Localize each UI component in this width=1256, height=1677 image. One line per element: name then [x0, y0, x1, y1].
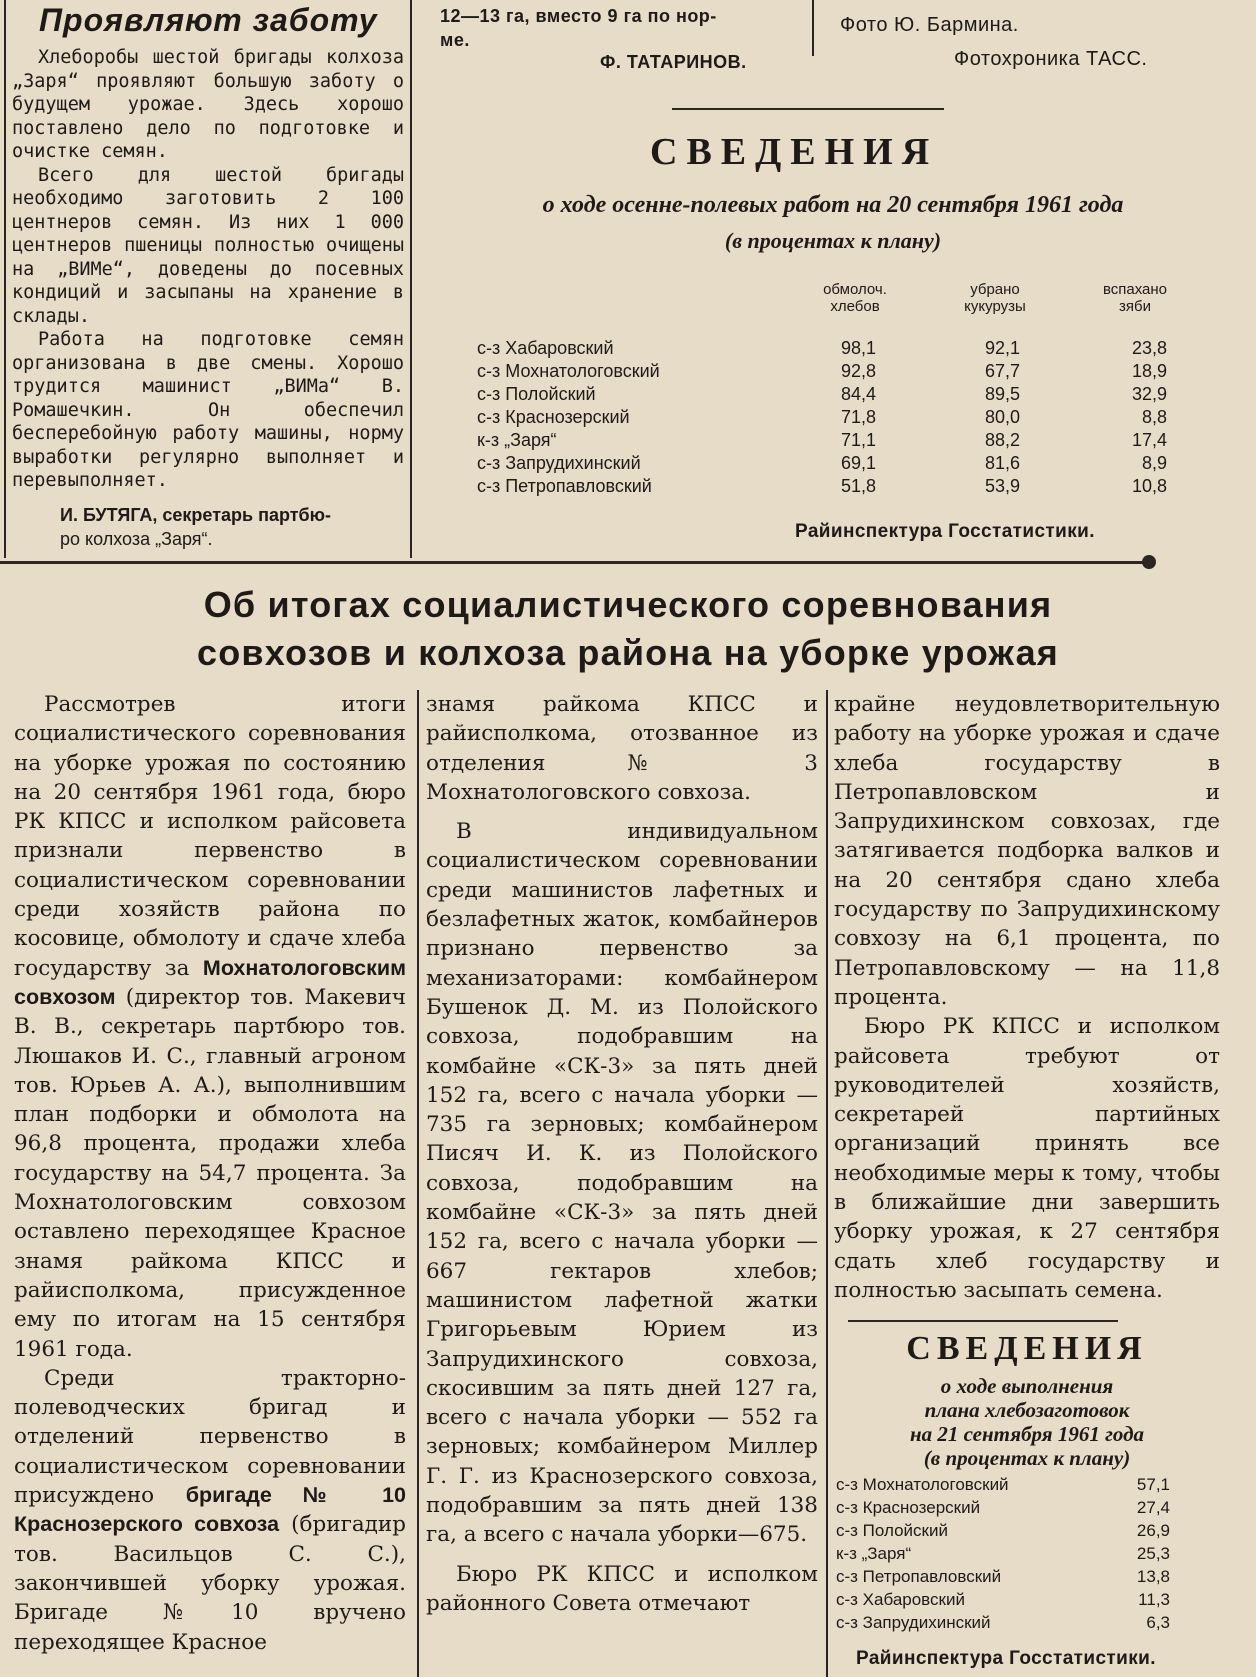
- farm-name: с-з Запрудихинский: [836, 1613, 991, 1632]
- divider: [0, 561, 1152, 564]
- article-headline: совхозов и колхоза района на уборке урожая: [196, 632, 1060, 673]
- table-row: с-з Краснозерский 71,8 80,0 8,8: [477, 407, 1167, 427]
- article-headline: Об итогах социалистического соревнования: [203, 584, 1053, 625]
- note-paragraph: Всего для шестой бригады необходимо заготовить 2 100 центнеров семян. Из них 1 000 центнеров пшеницы полностью очищены на „ВИМе“, доведены до посевных кондиций и засыпаны на хранение в склады.: [12, 164, 404, 327]
- article-paragraph: знамя райкома КПСС и райисполкома, отозванное из отделения № 3 Мохнатологовского совхоза.: [426, 692, 818, 805]
- report2-subtitle: плана хлебозаготовок: [924, 1398, 1130, 1422]
- farm-name: с-з Полойский: [477, 384, 596, 404]
- note-title: Проявляют заботу: [39, 2, 378, 38]
- divider: [848, 1320, 1118, 1322]
- table-row: с-з Хабаровский 98,1 92,1 23,8: [477, 338, 1167, 358]
- note-paragraph: Работа на подготовке семян организована в две смены. Хорошо трудится машинист „ВИМа“ В. Ромашечкин. Он обеспечил бесперебойную работу машины, норму выработки регулярно выполняет и перевыполняет.: [12, 329, 404, 491]
- divider: [672, 108, 944, 110]
- table-row: с-з Полойский 84,4 89,5 32,9: [477, 384, 1167, 404]
- farm-name: с-з Мохнатологовский: [836, 1475, 1009, 1494]
- farm-name: с-з Мохнатологовский: [477, 361, 660, 381]
- column-header: вспахано зяби: [1102, 281, 1168, 315]
- article-paragraph: В индивидуальном социалистическом соревновании среди машинистов лафетных и безлафетных жаток, комбайнеров признано первенство за механизаторами: комбайнером Бушенок Д. М. из Полойского совхоза, подобравшим на комбайне «СК-3» за пять дней 152 га, всего с начала уборки — 735 га зерновых; комбайнером Писяч И. К. из Полойского совхоза, подобравшим на комбайне «СК-3» за пять дней 152 га, всего с начала уборки — 667 гектаров хлебов; машинистом лафетной жатки Григорьевым Юрием из Запрудихинского совхоза, скосившим за пять дней 127 га, всего с начала уборки — 552 га зерновых; комбайнером Миллер Г. Г. из Краснозерского совхоза, подобравшим за пять дней 138 га, а всего с начала уборки—675.: [426, 819, 818, 1548]
- report2-subtitle: о ходе выполнения: [940, 1374, 1114, 1398]
- report1-source: Райинспектура Госстатистики.: [795, 521, 1095, 542]
- article-column-1: [14, 690, 406, 1657]
- table-row: с-з Запрудихинский 69,1 81,6 8,9: [477, 453, 1167, 473]
- farm-name: с-з Полойский: [836, 1521, 948, 1540]
- farm-name: с-з Хабаровский: [477, 338, 614, 358]
- farm-name: с-з Петропавловский: [477, 476, 652, 496]
- article-paragraph: Бюро РК КПСС и исполком райсовета требуют от руководителей хозяйств, секретарей партийных организаций принять все необходимые меры к тому, чтобы в ближайшие дни завершить уборку урожая, к 27 сентября сдать хлеб государству и полностью засыпать семена.: [834, 1014, 1220, 1303]
- table-row: к-з „Заря“ 71,1 88,2 17,4: [477, 430, 1167, 450]
- report2-source: Райинспектура Госстатистики.: [856, 1648, 1156, 1669]
- note-body: [12, 46, 404, 493]
- report2-title: СВЕДЕНИЯ: [906, 1330, 1148, 1367]
- note-signature: ро колхоза „Заря“.: [60, 529, 213, 549]
- article-column-3: [834, 690, 1220, 1305]
- table-row: с-з Хабаровский 11,3: [836, 1590, 1170, 1609]
- column-rule: [410, 0, 412, 558]
- column-header: убрано кукурузы: [964, 281, 1026, 315]
- table-row: с-з Краснозерский 27,4: [836, 1498, 1170, 1517]
- table-row: с-з Мохнатологовский 92,8 67,7 18,9: [477, 361, 1167, 381]
- article-paragraph: Бюро РК КПСС и исполком районного Совета отмечают: [426, 1561, 818, 1616]
- column-rule: [826, 690, 828, 1677]
- column-rule: [4, 0, 6, 558]
- table-row: с-з Запрудихинский 6,3: [836, 1613, 1170, 1632]
- report1-title: СВЕДЕНИЯ: [650, 131, 939, 173]
- farm-name: с-з Краснозерский: [836, 1498, 981, 1517]
- article-paragraph: крайне неудовлетворительную работу на уборке урожая и сдаче хлеба государству в Петропавловском и Запрудихинском совхозах, где затягивается подборка валков и на 20 сентября сдано хлеба государству по Запрудихинскому совхозу на 6,1 процента, по Петропавловскому — на 11,8 процента.: [834, 692, 1220, 1010]
- report2-subtitle: (в процентах к плану): [923, 1446, 1131, 1470]
- column-rule: [417, 690, 419, 1677]
- farm-name: к-з „Заря“: [477, 430, 557, 450]
- top-fragment-line: 12—13 га, вместо 9 га по нор-: [440, 6, 717, 26]
- farm-name: с-з Петропавловский: [836, 1567, 1002, 1586]
- report1-subtitle: (в процентах к плану): [724, 228, 942, 253]
- article-paragraph: Рассмотрев итоги социалистического соревнования на уборке урожая по состоянию на 20 сентября 1961 года, бюро РК КПСС и исполком райсовета признали первенство в социалистическом соревновании среди хозяйств района по косовице, обмолоту и сдаче хлеба государству за Мохнатологовским совхозом (директор тов. Макевич В. В., секретарь партбюро тов. Люшаков И. С., главный агроном тов. Юрьев А. А.), выполнившим план подборки и обмолота на 96,8 процента, продажи хлеба государству на 54,7 процента. За Мохнатологовским совхозом оставлено переходящее Красное знамя райкома КПСС и райисполкома, присужденное ему по итогам на 15 сентября 1961 года.: [14, 692, 406, 1362]
- column-header: обмолоч. хлебов: [823, 281, 887, 315]
- note-paragraph: Хлеборобы шестой бригады колхоза „Заря“ проявляют большую заботу о будущем урожае. Здесь хорошо поставлено дело по подготовке и очистке семян.: [12, 47, 404, 162]
- report1-subtitle: о ходе осенне-полевых работ на 20 сентября 1961 года: [542, 192, 1124, 218]
- farm-name: с-з Хабаровский: [836, 1590, 965, 1609]
- article-paragraph: Среди тракторно-полеводческих бригад и отделений первенство в социалистическом соревновании присуждено бригаде № 10 Краснозерского совхоза (бригадир тов. Васильцов С. С.), закончившей уборку урожая. Бригаде №10 вручено переходящее Красное: [14, 1365, 406, 1655]
- divider-dot: [1142, 555, 1156, 569]
- farm-name: с-з Запрудихинский: [477, 453, 641, 473]
- report1-table: [477, 338, 1197, 508]
- table-row: к-з „Заря“ 25,3: [836, 1544, 1170, 1563]
- top-fragment-signature: Ф. ТАТАРИНОВ.: [600, 52, 747, 72]
- note-signature: И. БУТЯГА, секретарь партбю-: [60, 505, 332, 525]
- report2-subtitle: на 21 сентября 1961 года: [909, 1422, 1144, 1446]
- table-row: с-з Петропавловский 13,8: [836, 1567, 1170, 1586]
- article-column-2: [426, 690, 818, 1618]
- photo-credit: Фото Ю. Бармина.: [840, 14, 1019, 36]
- top-fragment-line: ме.: [440, 30, 470, 50]
- farm-name: к-з „Заря“: [836, 1544, 912, 1563]
- table-row: с-з Мохнатологовский 57,1: [836, 1475, 1170, 1494]
- farm-name: с-з Краснозерский: [477, 407, 630, 427]
- table-row: с-з Полойский 26,9: [836, 1521, 1170, 1540]
- photo-credit: Фотохроника ТАСС.: [954, 48, 1148, 70]
- note-block: [6, 0, 404, 560]
- column-rule: [812, 0, 814, 56]
- report2-table: [836, 1475, 1170, 1645]
- table-row: с-з Петропавловский 51,8 53,9 10,8: [477, 476, 1167, 496]
